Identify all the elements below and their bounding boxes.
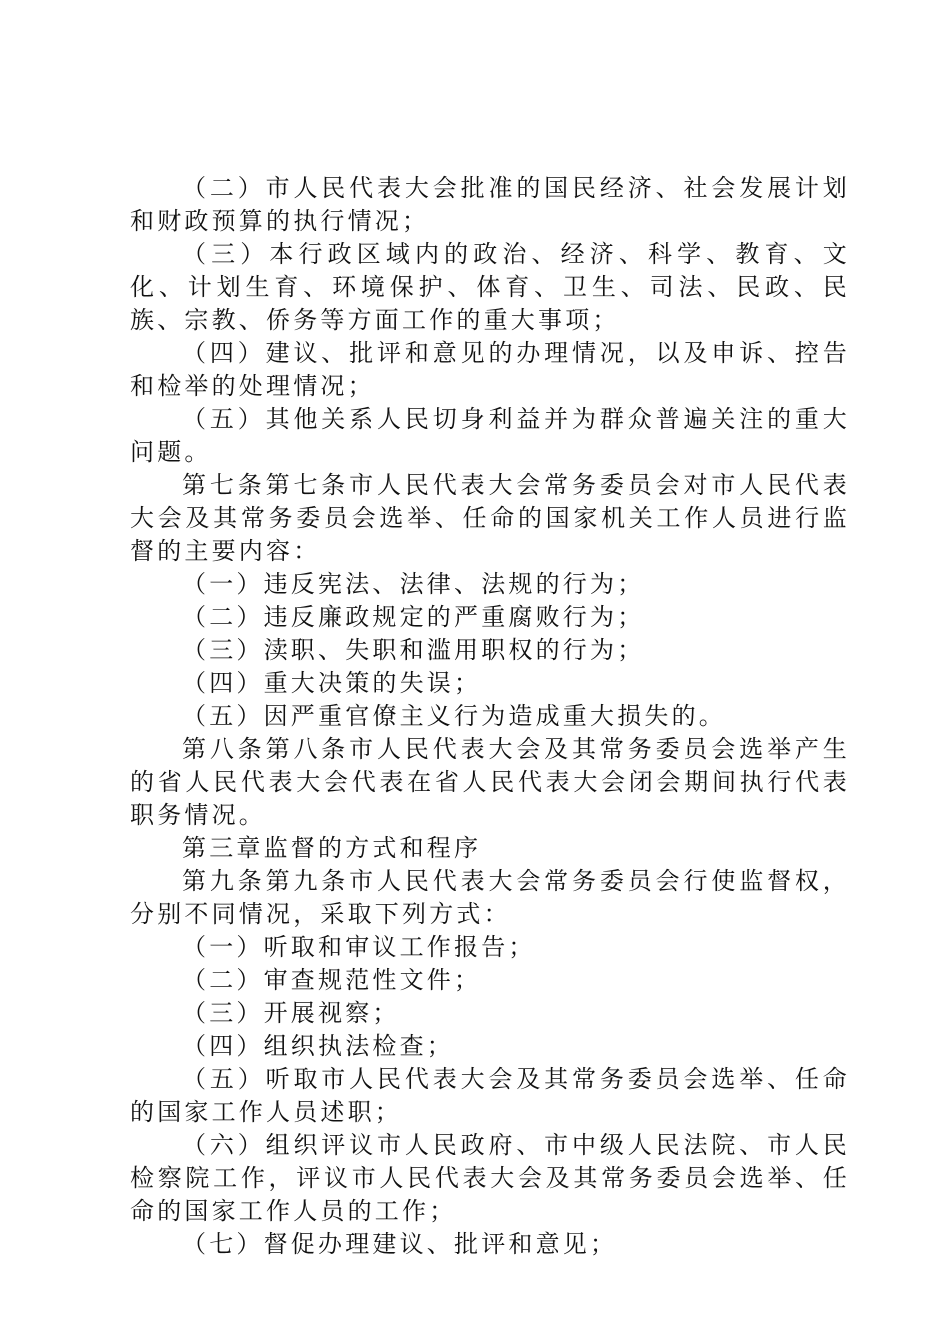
article-7-item-4: （四）重大决策的失误；	[182, 669, 482, 697]
article-9-item-2: （二）审查规范性文件；	[182, 966, 482, 994]
clause-5-item: （五）其他关系人民切身利益并为群众普遍关注的重大问题。	[130, 405, 850, 466]
article-7-item-2: （二）违反廉政规定的严重腐败行为；	[182, 603, 645, 631]
article-8: 第八条第八条市人民代表大会及其常务委员会选举产生的省人民代表大会代表在省人民代表大会闭会期间执行代表职务情况。	[130, 735, 850, 829]
article-7-item-1: （一）违反宪法、法律、法规的行为；	[182, 570, 645, 598]
article-9-item-3: （三）开展视察；	[182, 999, 400, 1027]
article-9-item-4: （四）组织执法检查；	[182, 1032, 454, 1060]
article-9-item-5: （五）听取市人民代表大会及其常务委员会选举、任命的国家工作人员述职；	[130, 1065, 850, 1126]
chapter-3-heading: 第三章监督的方式和程序	[182, 834, 482, 862]
article-7: 第七条第七条市人民代表大会常务委员会对市人民代表大会及其常务委员会选举、任命的国家机关工作人员进行监督的主要内容：	[130, 471, 850, 565]
clause-4-item: （四）建议、批评和意见的办理情况，以及申诉、控告和检举的处理情况；	[130, 339, 850, 400]
clause-2-item: （二）市人民代表大会批准的国民经济、社会发展计划和财政预算的执行情况；	[130, 174, 850, 235]
article-7-item-3: （三）渎职、失职和滥用职权的行为；	[182, 636, 645, 664]
document-body	[130, 172, 850, 1261]
article-9: 第九条第九条市人民代表大会常务委员会行使监督权，分别不同情况，采取下列方式：	[130, 867, 850, 928]
article-9-item-1: （一）听取和审议工作报告；	[182, 933, 536, 961]
clause-3-item: （三）本行政区域内的政治、经济、科学、教育、文化、计划生育、环境保护、体育、卫生、司法、民政、民族、宗教、侨务等方面工作的重大事项；	[130, 240, 850, 334]
article-9-item-6: （六）组织评议市人民政府、市中级人民法院、市人民检察院工作，评议市人民代表大会及其常务委员会选举、任命的国家工作人员的工作；	[130, 1131, 850, 1225]
article-9-item-7: （七）督促办理建议、批评和意见；	[182, 1230, 618, 1258]
article-7-item-5: （五）因严重官僚主义行为造成重大损失的。	[182, 702, 726, 730]
